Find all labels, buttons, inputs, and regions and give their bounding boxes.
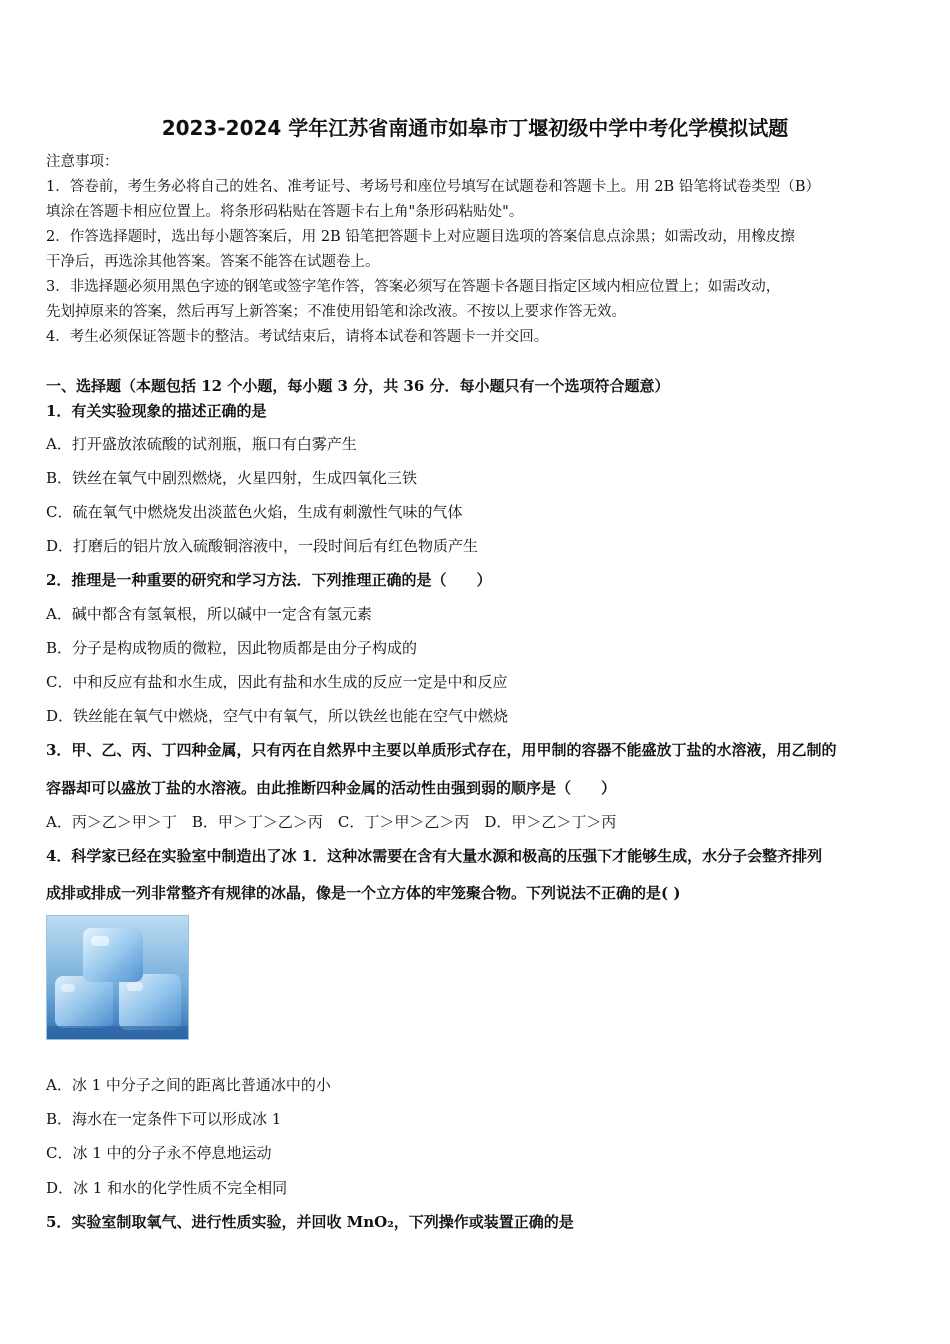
notice-line-1: 1．答卷前，考生务必将自己的姓名、准考证号、考场号和座位号填写在试题卷和答题卡上。用 2B 铅笔将试卷类型（B） [46,179,820,195]
question-1-stem: 1．有关实验现象的描述正确的是 [46,402,267,420]
notice-line-2: 填涂在答题卡相应位置上。将条形码粘贴在答题卡右上角"条形码粘贴处"。 [46,204,524,220]
question-1-option-a: A．打开盛放浓硫酸的试剂瓶，瓶口有白雾产生 [46,435,357,453]
question-4-stem-line-2: 成排或排成一列非常整齐有规律的冰晶，像是一个立方体的牢笼聚合物。下列说法不正确的是( ) [46,884,681,902]
question-4-option-d: D．冰 1 和水的化学性质不完全相同 [46,1179,288,1197]
question-2-option-b: B．分子是构成物质的微粒，因此物质都是由分子构成的 [46,639,418,657]
question-2-option-c: C．中和反应有盐和水生成，因此有盐和水生成的反应一定是中和反应 [46,673,508,691]
question-1-option-b: B．铁丝在氧气中剧烈燃烧，火星四射，生成四氧化三铁 [46,469,418,487]
notice-heading: 注意事项： [46,154,119,170]
ice-cubes-illustration [47,916,189,1040]
question-2-stem: 2．推理是一种重要的研究和学习方法．下列推理正确的是（ ） [46,571,492,589]
notice-line-3: 2．作答选择题时，选出每小题答案后，用 2B 铅笔把答题卡上对应题目选项的答案信息点涂黑；如需改动，用橡皮擦 [46,229,795,245]
question-3-stem-line-1: 3．甲、乙、丙、丁四种金属，只有丙在自然界中主要以单质形式存在，用甲制的容器不能盛放丁盐的水溶液，用乙制的 [46,741,837,759]
question-5-stem: 5．实验室制取氧气、进行性质实验，并回收 MnO₂，下列操作或装置正确的是 [46,1213,574,1231]
section-heading: 一、选择题（本题包括 12 个小题，每小题 3 分，共 36 分．每小题只有一个选项符合题意） [46,377,670,395]
question-4-stem-line-1: 4．科学家已经在实验室中制造出了冰 1．这种冰需要在含有大量水源和极高的压强下才能够生成，水分子会整齐排列 [46,847,823,865]
notice-line-5: 3．非选择题必须用黑色字迹的钢笔或签字笔作答，答案必须写在答题卡各题目指定区域内相应位置上；如需改动， [46,279,781,295]
notice-line-6: 先划掉原来的答案，然后再写上新答案；不准使用铅笔和涂改液。不按以上要求作答无效。 [46,304,626,320]
ice-cubes-image [46,915,189,1040]
question-1-option-d: D．打磨后的铝片放入硫酸铜溶液中，一段时间后有红色物质产生 [46,537,479,555]
notice-line-7: 4．考生必须保证答题卡的整洁。考试结束后，请将本试卷和答题卡一并交回。 [46,329,549,345]
question-3-options: A．丙＞乙＞甲＞丁 B．甲＞丁＞乙＞丙 C．丁＞甲＞乙＞丙 D．甲＞乙＞丁＞丙 [46,813,617,831]
question-1-option-c: C．硫在氧气中燃烧发出淡蓝色火焰，生成有刺激性气味的气体 [46,503,463,521]
notice-line-4: 干净后，再选涂其他答案。答案不能答在试题卷上。 [46,254,380,270]
question-3-stem-line-2: 容器却可以盛放丁盐的水溶液。由此推断四种金属的活动性由强到弱的顺序是（ ） [46,779,617,797]
question-2-option-d: D．铁丝能在氧气中燃烧，空气中有氧气，所以铁丝也能在空气中燃烧 [46,707,509,725]
question-2-option-a: A．碱中都含有氢氧根，所以碱中一定含有氢元素 [46,605,372,623]
question-4-option-a: A．冰 1 中分子之间的距离比普通冰中的小 [46,1076,331,1094]
question-4-option-c: C．冰 1 中的分子永不停息地运动 [46,1144,272,1162]
page-title: 2023-2024 学年江苏省南通市如皋市丁堰初级中学中考化学模拟试题 [161,116,789,140]
question-4-option-b: B．海水在一定条件下可以形成冰 1 [46,1110,282,1128]
